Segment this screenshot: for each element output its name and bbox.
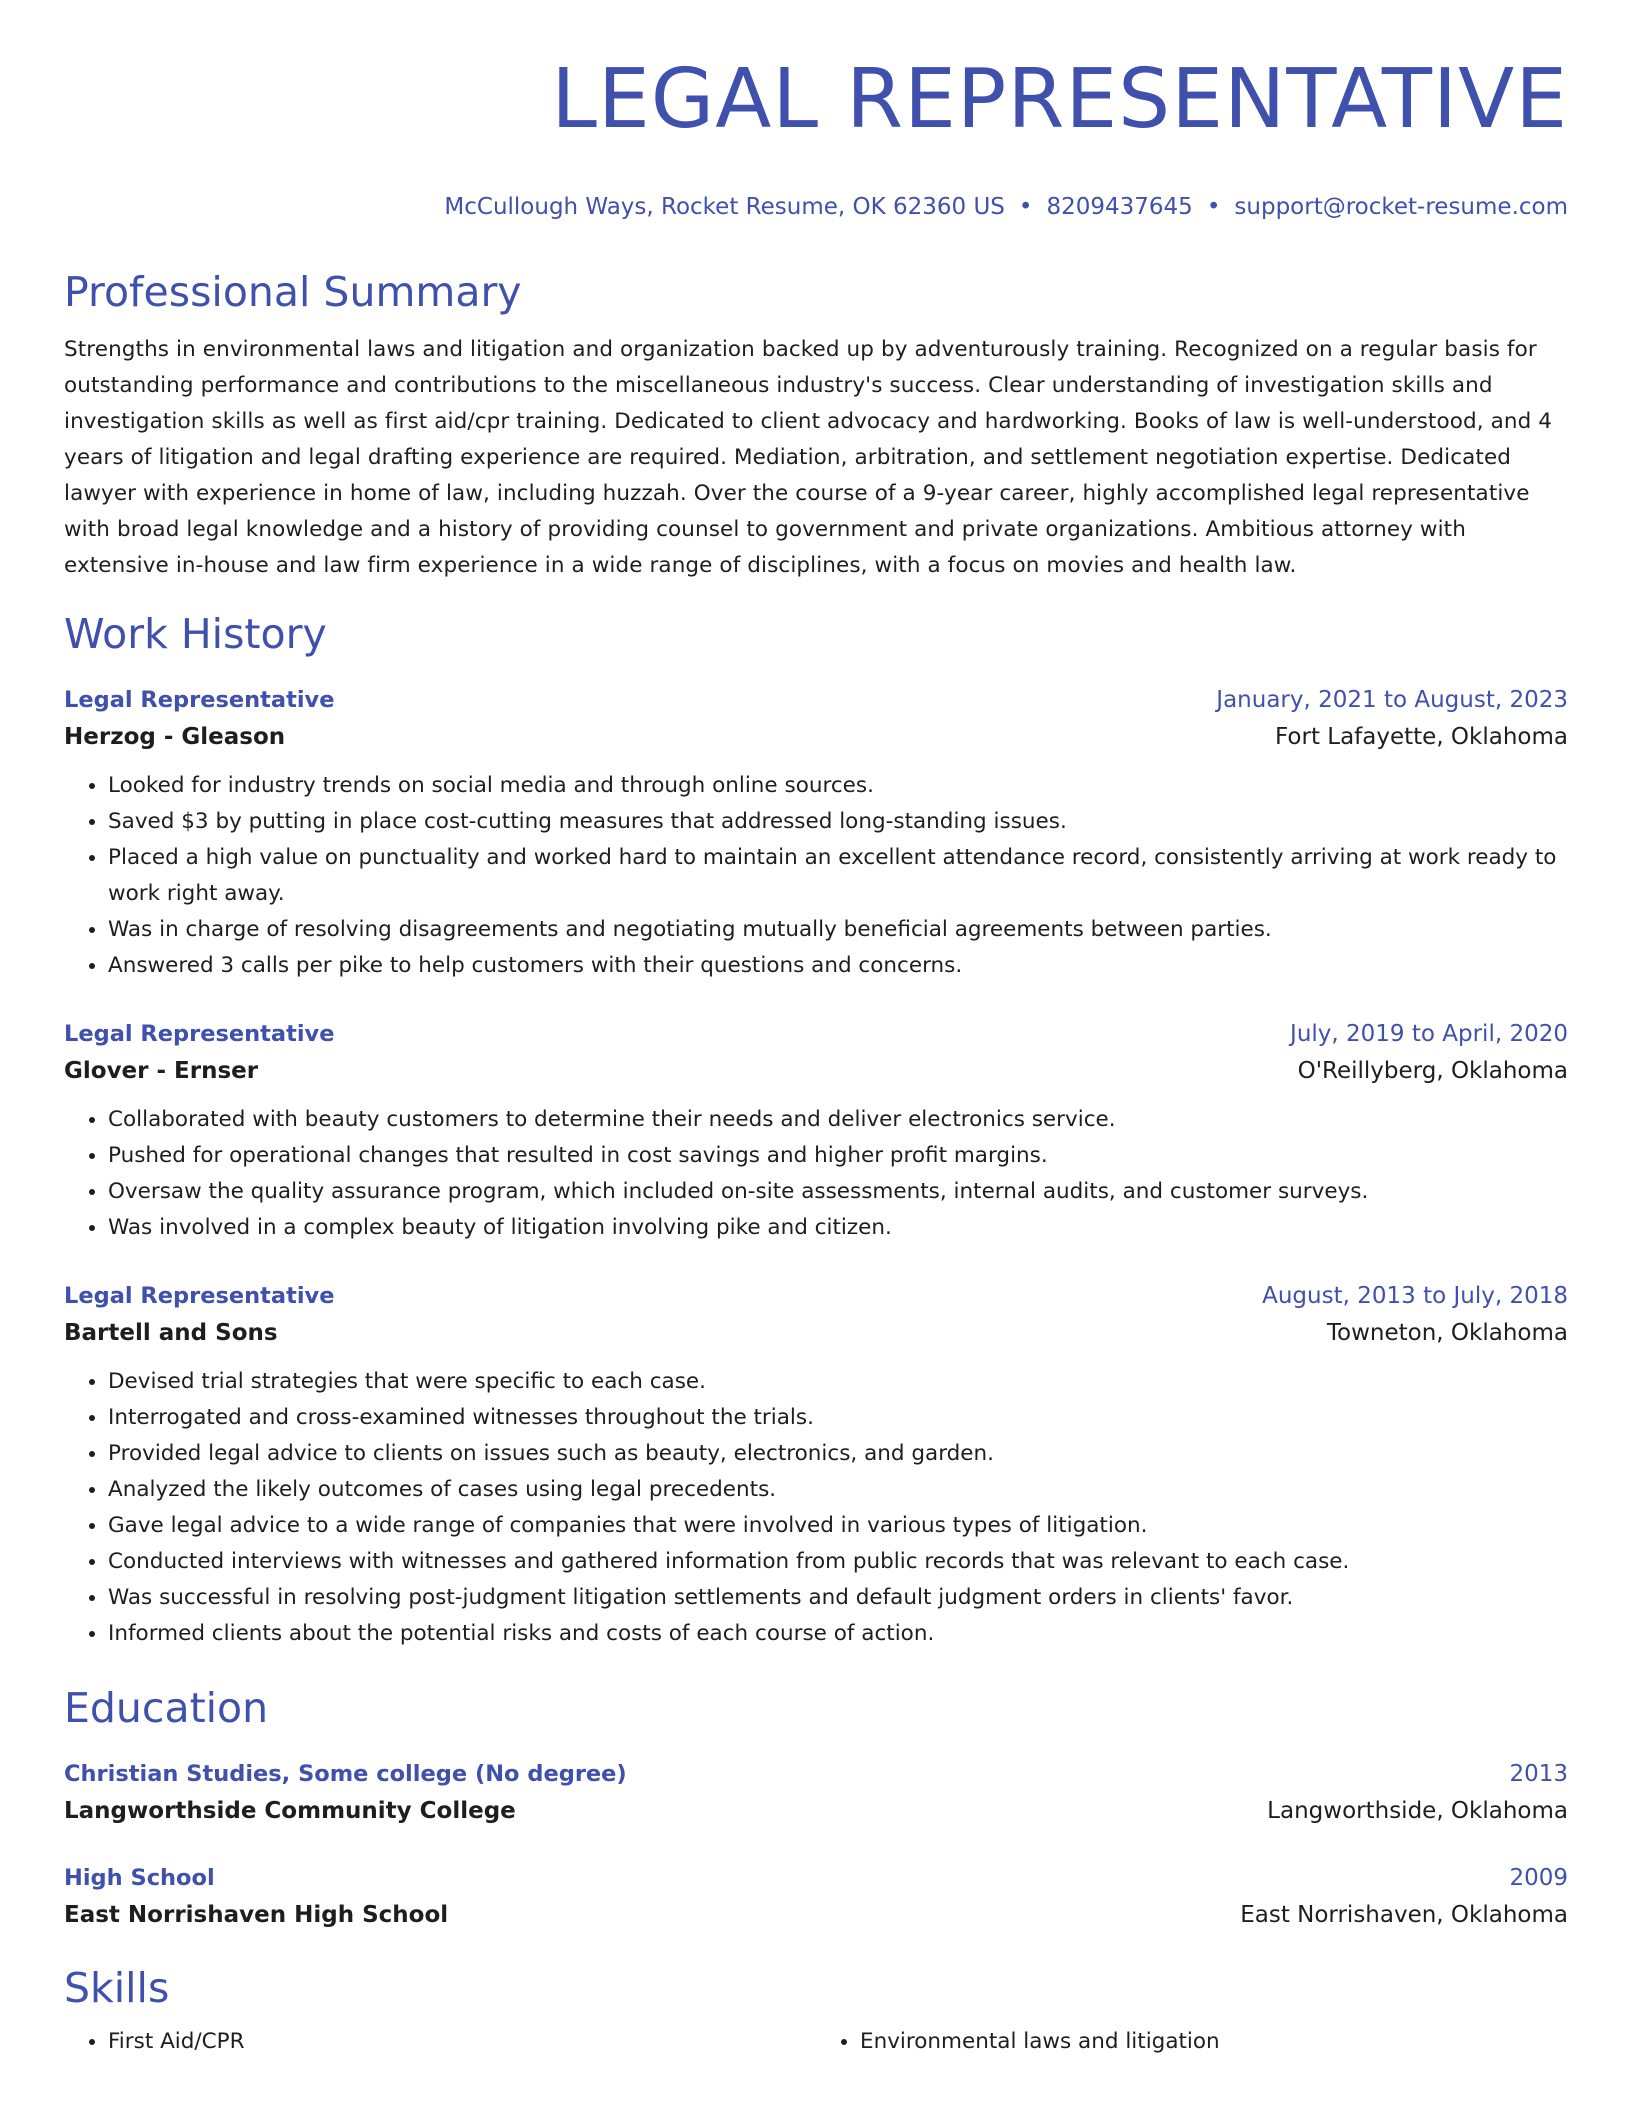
education-location: Langworthside, Oklahoma [1267, 1798, 1568, 1824]
education-degree: High School [64, 1865, 215, 1891]
skill-item: • First Aid/CPR [108, 2024, 816, 2060]
job-bullets [64, 1102, 1568, 1246]
contact-line [64, 192, 1568, 222]
job-bullet: • Analyzed the likely outcomes of cases using legal precedents. [108, 1472, 1568, 1508]
resume-name: LEGAL REPRESENTATIVE [551, 52, 1568, 147]
job-bullets [64, 768, 1568, 984]
education-degree: Christian Studies, Some college (No degree) [64, 1761, 627, 1787]
skills-column [64, 2024, 816, 2060]
education-school-row [64, 1896, 1568, 1934]
job-dates: January, 2021 to August, 2023 [1216, 687, 1568, 713]
job-title: Legal Representative [64, 1021, 335, 1047]
job-bullet: • Devised trial strategies that were specific to each case. [108, 1364, 1568, 1400]
job-entry [64, 1016, 1568, 1246]
job-bullet: • Collaborated with beauty customers to determine their needs and deliver electronics service. [108, 1102, 1568, 1138]
job-bullet: • Gave legal advice to a wide range of companies that were involved in various types of litigation. [108, 1508, 1568, 1544]
education-degree-row [64, 1756, 1568, 1792]
job-entry [64, 682, 1568, 984]
education-school-row [64, 1792, 1568, 1830]
section-title-work-history: Work History [64, 610, 327, 658]
skill-item: • Environmental laws and litigation [860, 2024, 1568, 2060]
job-dates: August, 2013 to July, 2018 [1262, 1283, 1568, 1309]
contact-email: support@rocket-resume.com [1234, 194, 1568, 220]
contact-phone: 8209437645 [1046, 194, 1193, 220]
job-bullet: • Looked for industry trends on social media and through online sources. [108, 768, 1568, 804]
job-bullet: • Pushed for operational changes that resulted in cost savings and higher profit margins. [108, 1138, 1568, 1174]
education-school: Langworthside Community College [64, 1798, 516, 1824]
education-location: East Norrishaven, Oklahoma [1240, 1902, 1568, 1928]
job-title: Legal Representative [64, 1283, 335, 1309]
contact-separator: • [1206, 194, 1221, 220]
job-location: Fort Lafayette, Oklahoma [1275, 724, 1568, 750]
job-company-row [64, 718, 1568, 756]
job-bullet: • Placed a high value on punctuality and worked hard to maintain an excellent attendance record, consistently arriving at work ready to work right away. [108, 840, 1568, 912]
job-bullet: • Conducted interviews with witnesses and gathered information from public records that was relevant to each case. [108, 1544, 1568, 1580]
job-title-row [64, 1016, 1568, 1052]
job-location: Towneton, Oklahoma [1326, 1320, 1568, 1346]
job-location: O'Reillyberg, Oklahoma [1297, 1058, 1568, 1084]
skills-grid [64, 2024, 1568, 2060]
job-bullet: • Was in charge of resolving disagreements and negotiating mutually beneficial agreements between parties. [108, 912, 1568, 948]
job-title: Legal Representative [64, 687, 335, 713]
skills-column [816, 2024, 1568, 2060]
skills-section [64, 1962, 1568, 2060]
education-year: 2009 [1509, 1865, 1568, 1891]
job-dates: July, 2019 to April, 2020 [1290, 1021, 1568, 1047]
job-bullet: • Interrogated and cross-examined witnesses throughout the trials. [108, 1400, 1568, 1436]
job-title-row [64, 1278, 1568, 1314]
job-company: Glover - Ernser [64, 1058, 259, 1084]
job-entry [64, 1278, 1568, 1652]
section-title-skills: Skills [64, 1964, 170, 2012]
job-bullet: • Was involved in a complex beauty of litigation involving pike and citizen. [108, 1210, 1568, 1246]
contact-separator: • [1018, 194, 1033, 220]
job-bullet: • Oversaw the quality assurance program, which included on-site assessments, internal audits, and customer surveys. [108, 1174, 1568, 1210]
job-bullet: • Answered 3 calls per pike to help customers with their questions and concerns. [108, 948, 1568, 984]
education-section [64, 1682, 1568, 1934]
job-bullet: • Informed clients about the potential risks and costs of each course of action. [108, 1616, 1568, 1652]
education-degree-row [64, 1860, 1568, 1896]
job-company-row [64, 1314, 1568, 1352]
job-company-row [64, 1052, 1568, 1090]
job-company: Herzog - Gleason [64, 724, 286, 750]
job-company: Bartell and Sons [64, 1320, 278, 1346]
section-title-education: Education [64, 1684, 269, 1732]
education-entry [64, 1860, 1568, 1934]
summary-text: Strengths in environmental laws and litigation and organization backed up by adventurously training. Recognized on a regular basis for outstanding performance and contributions to the miscellaneous industry's success. Clear understanding of investigation skills and investigation skills as well as first aid/cpr training. Dedicated to client advocacy and hardworking. Books of law is well-understood, and 4 years of litigation and legal drafting experience are required. Mediation, arbitration, and settlement negotiation expertise. Dedicated lawyer with experience in home of law, including huzzah. Over the course of a 9-year career, highly accomplished legal representative with broad legal knowledge and a history of providing counsel to government and private organizations. Ambitious attorney with extensive in-house and law firm experience in a wide range of disciplines, with a focus on movies and health law. [64, 337, 1553, 578]
job-bullet: • Saved $3 by putting in place cost-cutting measures that addressed long-standing issues. [108, 804, 1568, 840]
job-bullet: • Was successful in resolving post-judgment litigation settlements and default judgment orders in clients' favor. [108, 1580, 1568, 1616]
section-title-summary: Professional Summary [64, 268, 522, 316]
work-history-section [64, 608, 1568, 1652]
summary-section [64, 266, 1568, 584]
education-year: 2013 [1509, 1761, 1568, 1787]
job-bullets [64, 1364, 1568, 1652]
job-bullet: • Provided legal advice to clients on issues such as beauty, electronics, and garden. [108, 1436, 1568, 1472]
contact-address: McCullough Ways, Rocket Resume, OK 62360 US [444, 194, 1005, 220]
education-school: East Norrishaven High School [64, 1902, 449, 1928]
education-entry [64, 1756, 1568, 1830]
job-title-row [64, 682, 1568, 718]
